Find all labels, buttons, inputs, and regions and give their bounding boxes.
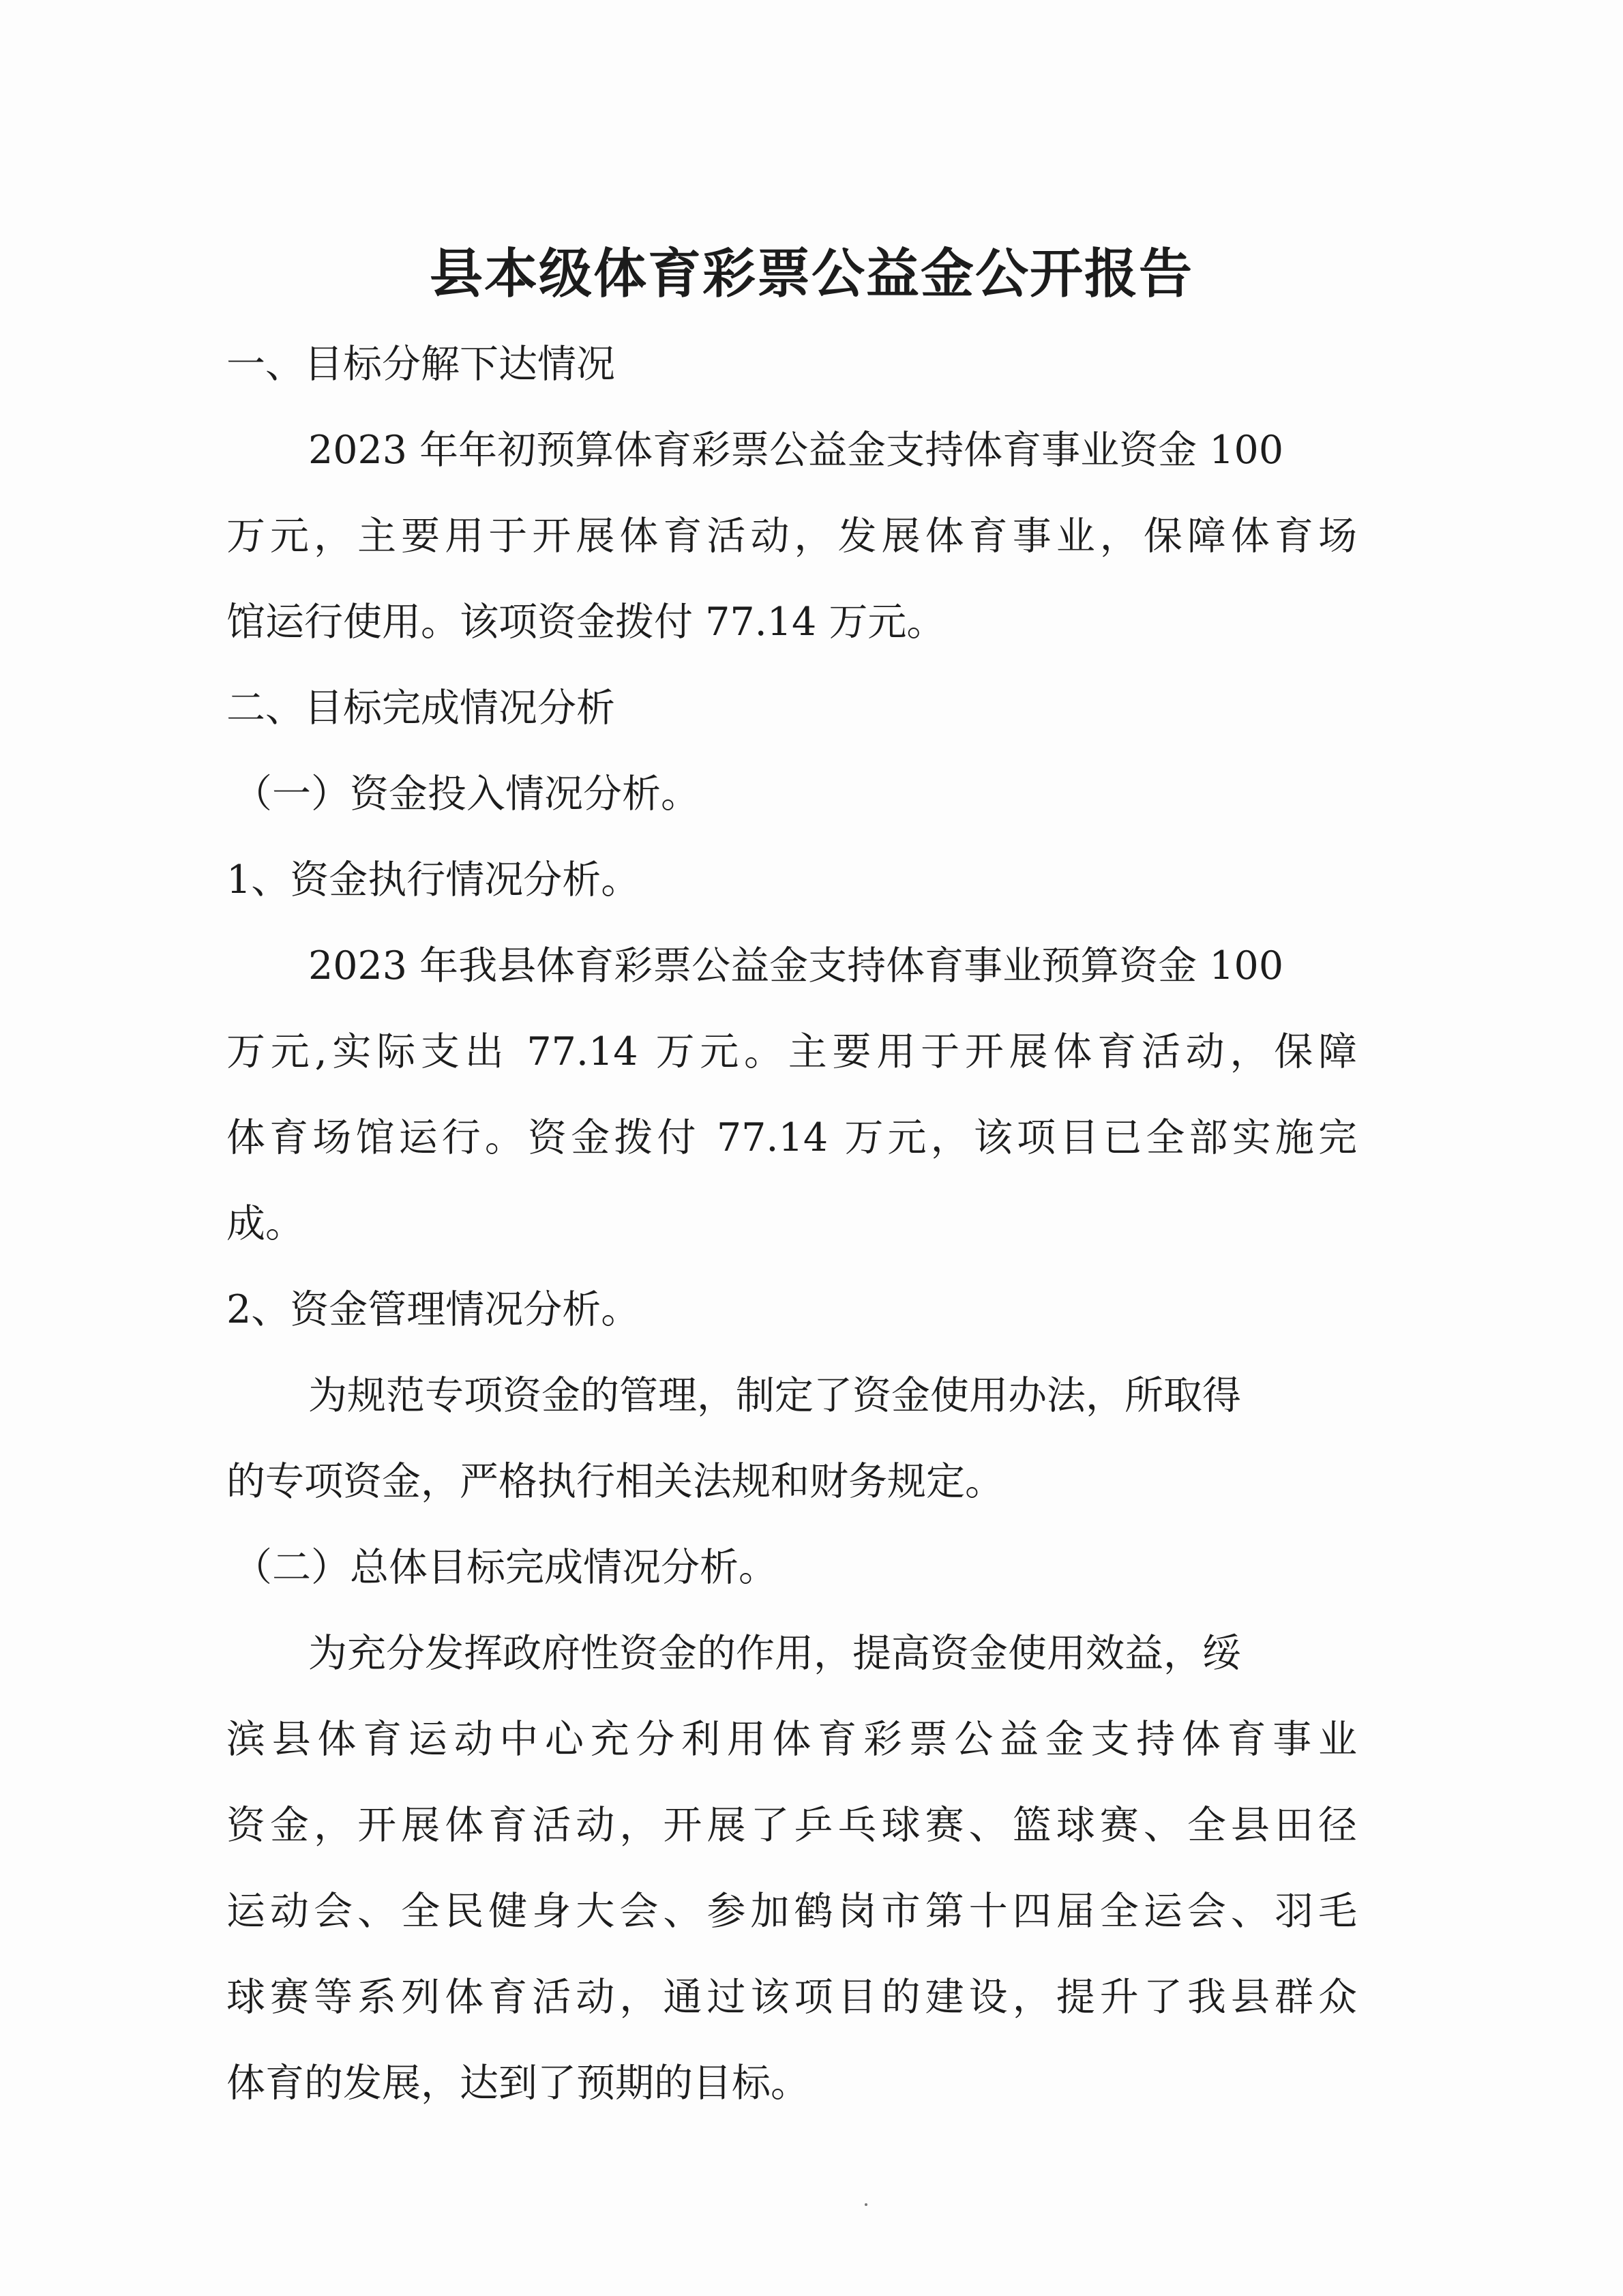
paragraph-line: 2023 年我县体育彩票公益金支持体育事业预算资金 100	[308, 943, 1284, 988]
paragraph-line: 的专项资金，严格执行相关法规和财务规定。	[226, 1459, 1004, 1504]
paragraph-line: 万元，主要用于开展体育活动，发展体育事业，保障体育场	[226, 514, 1357, 559]
paragraph-line: 2023 年年初预算体育彩票公益金支持体育事业资金 100	[308, 428, 1284, 473]
paragraph-line: 为规范专项资金的管理，制定了资金使用办法，所取得	[308, 1373, 1241, 1418]
paragraph-line: 运动会、全民健身大会、参加鹤岗市第十四届全运会、羽毛	[226, 1889, 1357, 1934]
paragraph-line: 体育场馆运行。资金拨付 77.14 万元，该项目已全部实施完	[226, 1115, 1357, 1160]
paragraph-line: 为充分发挥政府性资金的作用，提高资金使用效益，绥	[308, 1631, 1241, 1676]
section-heading-2: 二、目标完成情况分析	[226, 686, 615, 731]
item-heading-1: 1、资金执行情况分析。	[226, 857, 640, 902]
paragraph-line: 馆运行使用。该项资金拨付 77.14 万元。	[226, 600, 946, 645]
paragraph-line: 球赛等系列体育活动，通过该项目的建设，提升了我县群众	[226, 1975, 1357, 2020]
paragraph-line: 体育的发展，达到了预期的目标。	[226, 2061, 809, 2106]
paragraph-line: 万元,实际支出 77.14 万元。主要用于开展体育活动，保障	[226, 1029, 1357, 1074]
section-heading-1: 一、目标分解下达情况	[226, 342, 615, 387]
scan-speck	[865, 2203, 867, 2206]
document-title: 县本级体育彩票公益金公开报告	[429, 244, 1193, 305]
paragraph-line: 滨县体育运动中心充分利用体育彩票公益金支持体育事业	[226, 1717, 1357, 1762]
paragraph-line: 资金，开展体育活动，开展了乒乓球赛、篮球赛、全县田径	[226, 1803, 1357, 1848]
subsection-heading-2: （二）总体目标完成情况分析。	[233, 1545, 777, 1590]
item-heading-2: 2、资金管理情况分析。	[226, 1287, 640, 1332]
subsection-heading-1: （一）资金投入情况分析。	[233, 771, 700, 816]
paragraph-line: 成。	[226, 1201, 304, 1246]
